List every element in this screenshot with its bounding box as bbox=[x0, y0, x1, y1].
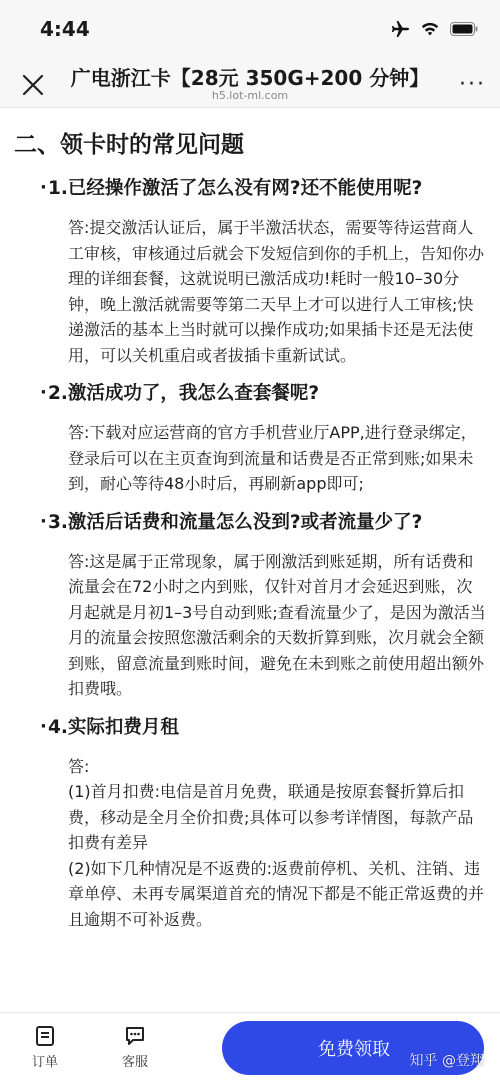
status-icons bbox=[390, 20, 478, 38]
faq-answer-text: (2)如下几种情况是不返费的:返费前停机、关机、注销、违章单停、未再专属渠道首充的情况下都是不能正常返费的并且逾期不可补返费。 bbox=[68, 858, 485, 929]
faq-answer bbox=[14, 215, 488, 368]
service-label: 客服 bbox=[121, 1055, 148, 1070]
faq-item bbox=[14, 716, 488, 933]
faq-answer bbox=[14, 754, 488, 933]
free-claim-button[interactable]: 免费领取 bbox=[222, 1021, 484, 1075]
customer-service-button[interactable] bbox=[90, 1025, 180, 1070]
orders-button[interactable] bbox=[0, 1025, 90, 1070]
faq-question bbox=[14, 716, 488, 740]
airplane-icon bbox=[390, 20, 410, 38]
bullet-icon: · bbox=[40, 177, 47, 198]
orders-icon bbox=[34, 1025, 56, 1047]
faq-question-text: 3.激活后话费和流量怎么没到?或者流量少了? bbox=[48, 511, 423, 533]
faq-question-text: 2.激活成功了，我怎么查套餐呢? bbox=[48, 383, 320, 404]
faq-answer-text: 答: bbox=[68, 756, 90, 776]
status-bar bbox=[0, 0, 500, 58]
bullet-icon: · bbox=[40, 382, 47, 403]
nav-bar bbox=[0, 58, 500, 108]
bullet-icon: · bbox=[40, 510, 47, 532]
faq-answer bbox=[14, 549, 488, 702]
faq-question bbox=[14, 511, 488, 535]
faq-answer-text: 答:这是属于正常现象，属于刚激活到账延期，所有话费和流量会在72小时之内到账，仅针对首月才会延迟到账，次月起就是月初1–3号自动到账;查看流量少了，是因为激活当月的流量会按照您激活剩余的天数折算到账，次月就会全额到账，留意流量到账时间，避免在未到账之前使用超出额外扣费哦。 bbox=[68, 551, 486, 698]
more-icon[interactable]: ··· bbox=[459, 72, 486, 97]
page-title: 广电浙江卡【28元 350G+200 分钟】 bbox=[70, 66, 430, 90]
battery-icon bbox=[450, 22, 478, 36]
chat-icon bbox=[124, 1025, 146, 1047]
faq-question-text: 1.已经操作激活了怎么没有网?还不能使用呢? bbox=[48, 178, 423, 199]
bottom-bar bbox=[0, 1012, 500, 1082]
faq-question bbox=[14, 382, 488, 406]
wifi-icon bbox=[420, 21, 440, 37]
faq-answer-text: 答:下载对应运营商的官方手机营业厅APP,进行登录绑定，登录后可以在主页查询到流量和话费是否正常到账;如果未到，耐心等待48小时后，再刷新app即可; bbox=[68, 423, 477, 493]
page-url: h5.lot-ml.com bbox=[211, 89, 289, 102]
faq-answer bbox=[14, 420, 488, 497]
faq-content bbox=[0, 108, 500, 932]
faq-item bbox=[14, 511, 488, 702]
bullet-icon: · bbox=[40, 715, 47, 737]
faq-item bbox=[14, 382, 488, 497]
faq-question bbox=[14, 177, 488, 201]
status-time: 4:44 bbox=[40, 17, 90, 41]
section-title: 二、领卡时的常见问题 bbox=[14, 132, 244, 158]
faq-answer-text: (1)首月扣费:电信是首月免费，联通是按原套餐折算后扣费，移动是全月全价扣费;具体可以参考详情图，每款产品扣费有差异 bbox=[68, 782, 474, 852]
orders-label: 订单 bbox=[31, 1055, 58, 1070]
faq-item bbox=[14, 177, 488, 368]
faq-answer-text: 答:提交激活认证后，属于半激活状态，需要等待运营商人工审核，审核通过后就会下发短信到你的手机上，告知你办理的详细套餐，这就说明已激活成功!耗时一般10–30分钟，晚上激活就需要等第二天早上才可以进行人工审核;快递激活的基本上当时就可以操作成功;如果插卡还是无法使用，可以关机重启或者拔插卡重新试试。 bbox=[68, 218, 485, 365]
faq-question-text: 4.实际扣费月租 bbox=[48, 716, 179, 738]
watermark: 知乎 @登翔 bbox=[409, 1053, 484, 1069]
